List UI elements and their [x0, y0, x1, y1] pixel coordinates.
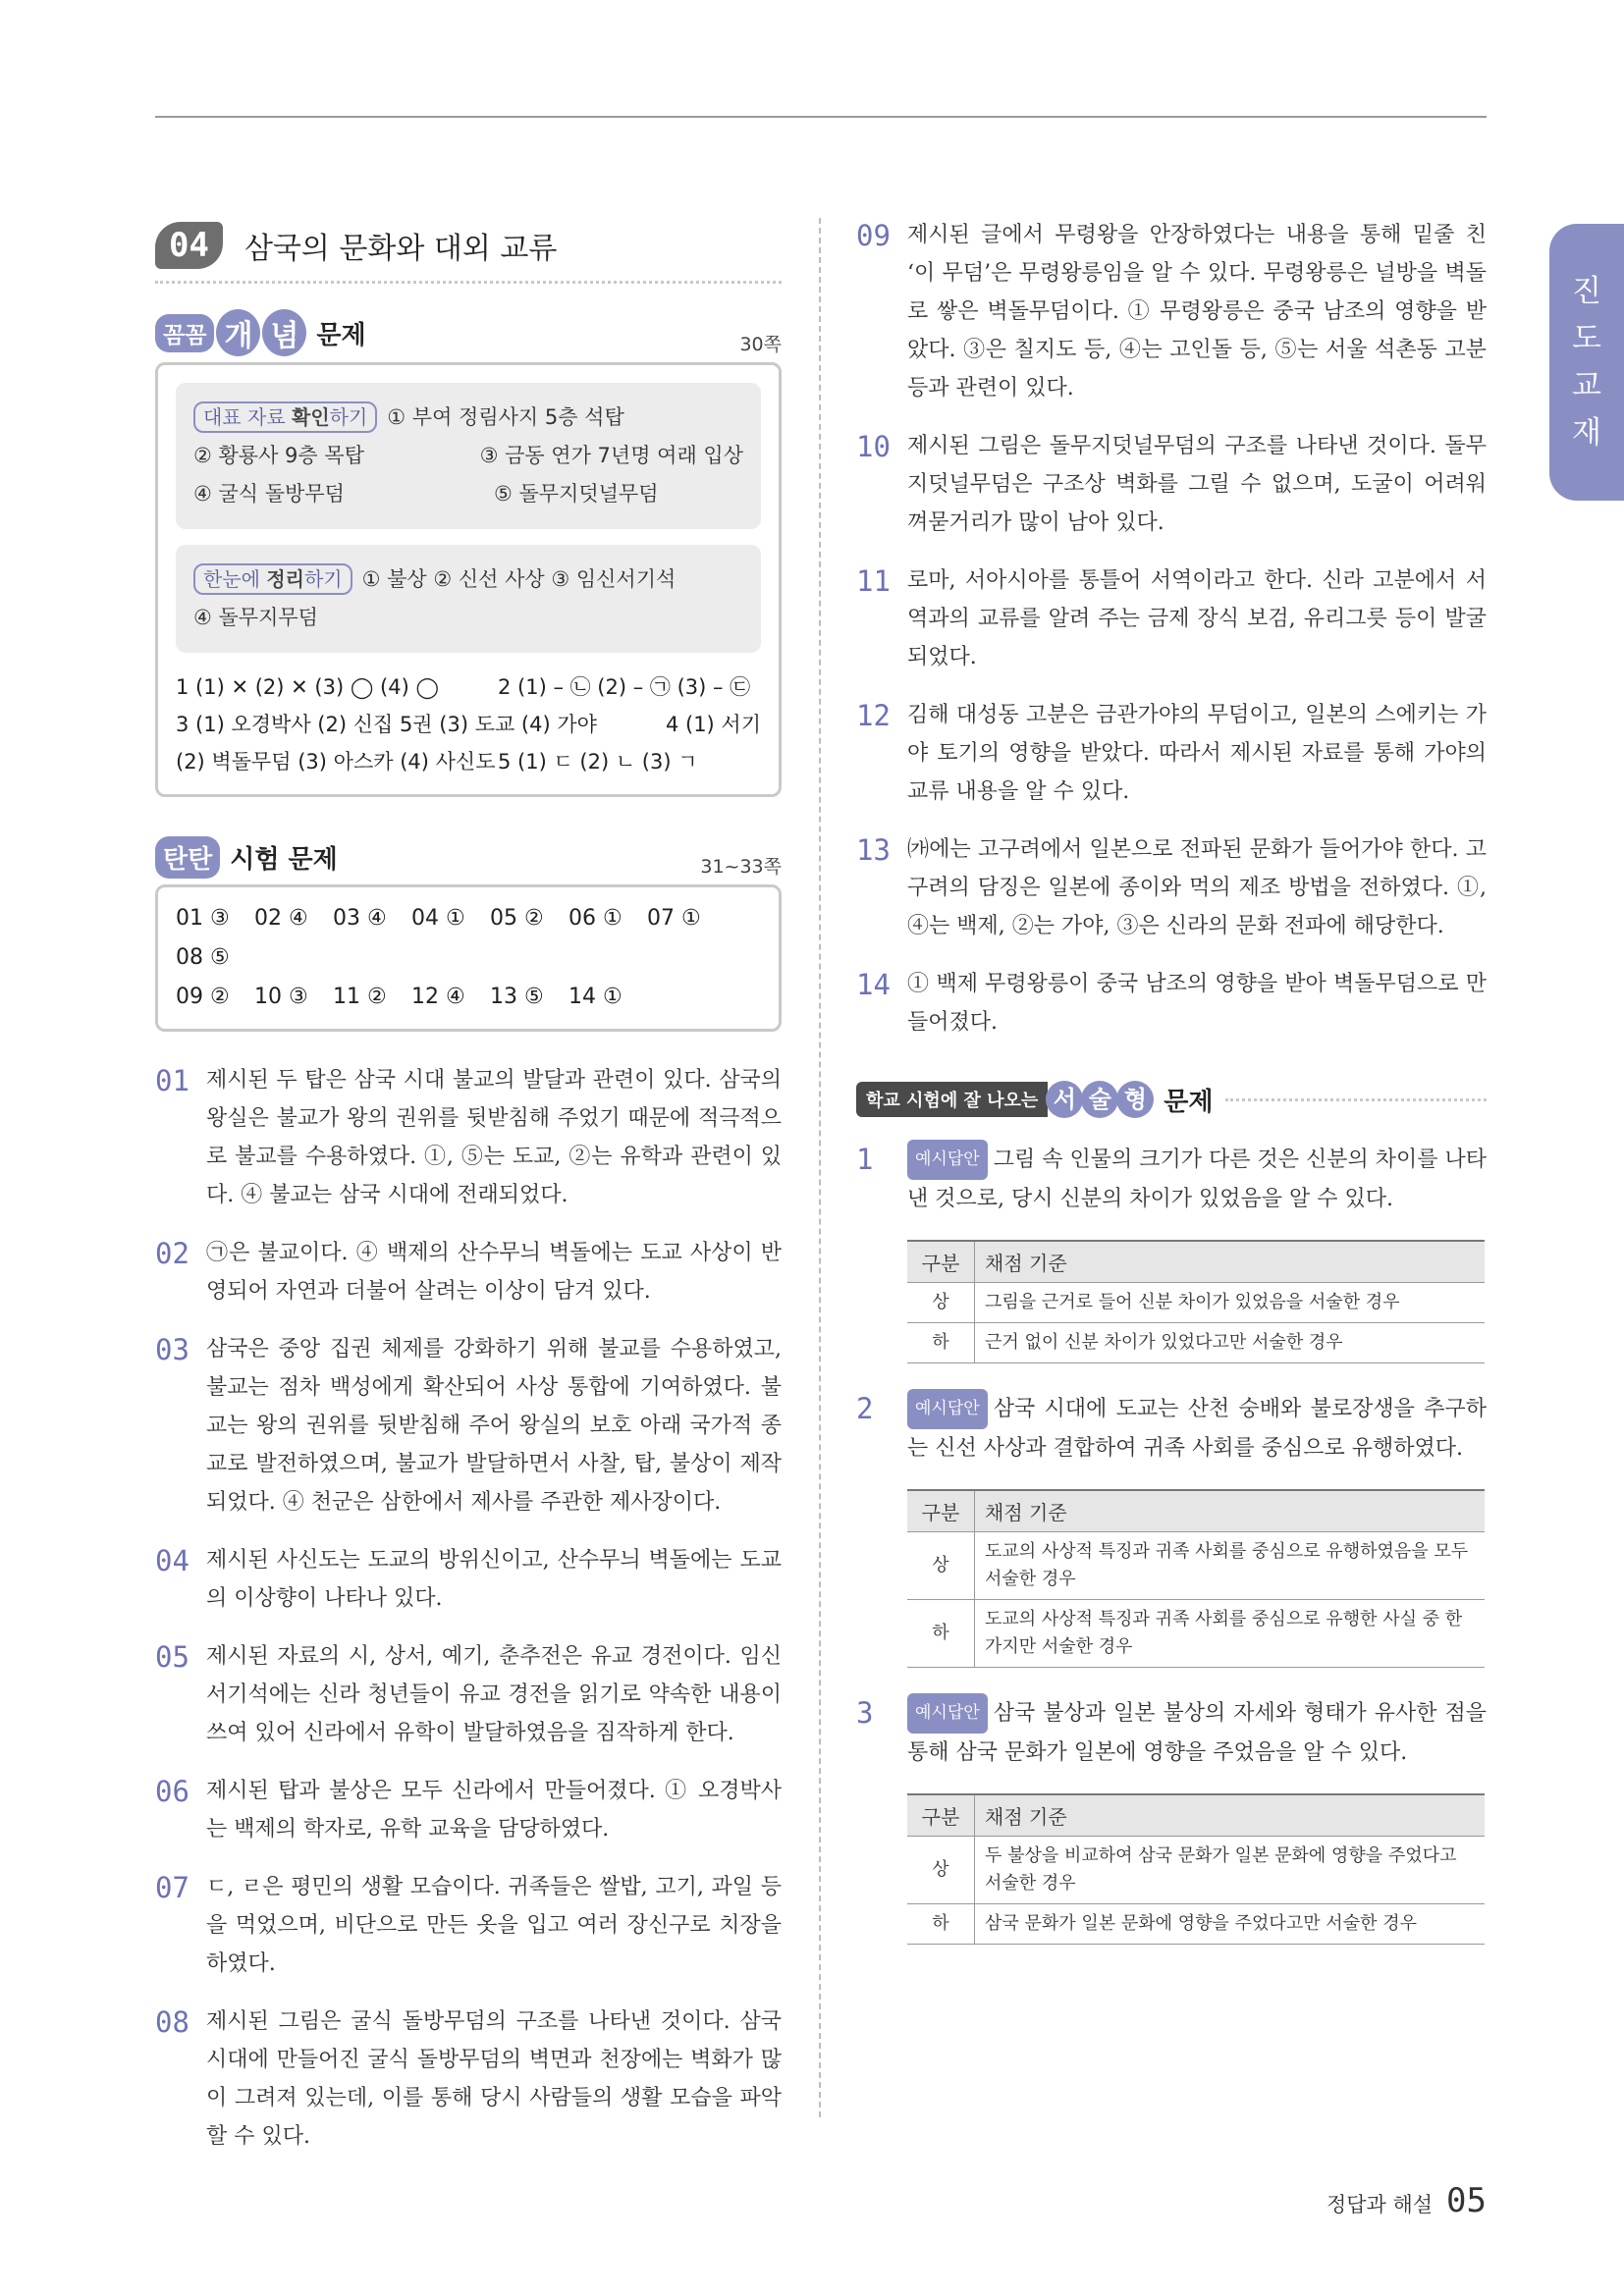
side-tab-char: 도 [1572, 321, 1601, 356]
explanation-item [155, 1772, 782, 1848]
concept-answers [176, 668, 761, 780]
explanation-text: 제시된 그림은 굴식 돌방무덤의 구조를 나타낸 것이다. 삼국 시대에 만들어진 굴식 돌방무덤의 벽면과 천장에는 벽화가 많이 그려져 있는데, 이를 통해 당시 사람들의 생활 모습을 파악할 수 있다. [206, 2009, 782, 2149]
data-line: ① 부여 정림사지 5층 석탑 [387, 405, 624, 429]
section-number: 04 [155, 222, 223, 269]
essay-item [856, 1693, 1487, 1772]
left-explanations [155, 1061, 782, 2156]
exam-answer: 04 ① [411, 906, 465, 931]
column-divider [819, 218, 821, 2117]
page-number: 05 [1446, 2181, 1487, 2220]
concept-label: 문제 [316, 320, 366, 350]
exam-answer: 12 ④ [411, 985, 465, 1009]
grading-col-level: 구분 [907, 1241, 975, 1283]
explanation-text: 삼국은 중앙 집권 체제를 강화하기 위해 불교를 수용하였고, 불교는 점차 백성에게 확산되어 사상 통합에 기여하였다. 불교는 왕의 권위를 뒷받침해 주어 왕실의 보호 아래 국가적 종교로 발전하였으며, 불교가 발달하면서 사찰, 탑, 불상이 제작되었다. ④ 천군은 삼한에서 제사를 주관한 제사장이다. [206, 1337, 782, 1515]
side-tab-char: 재 [1572, 415, 1601, 451]
question-number: 08 [155, 2005, 189, 2039]
grading-level: 상 [907, 1837, 975, 1904]
essay-answer-text: 삼국 시대에 도교는 산천 숭배와 불로장생을 추구하는 신선 사상과 결합하여 귀족 사회를 중심으로 유행하였다. [907, 1397, 1487, 1461]
essay-header [856, 1081, 1487, 1118]
essay-char: 서 [1046, 1081, 1083, 1118]
exam-answer: 05 ② [490, 906, 544, 931]
table-row [907, 1283, 1485, 1323]
explanation-text: 제시된 탑과 불상은 모두 신라에서 만들어졌다. ① 오경박사는 백제의 학자로, 유학 교육을 담당하였다. [206, 1779, 782, 1842]
question-number: 02 [155, 1237, 189, 1270]
answer-line: 4 (1) 서기 [665, 713, 761, 736]
summary-line: ④ 돌무지무덤 [193, 606, 318, 629]
essay-item [856, 1389, 1487, 1468]
explanation-text: 제시된 자료의 시, 상서, 예기, 춘추전은 유교 경전이다. 임신서기석에는 신라 청년들이 유교 경전을 읽기로 약속한 내용이 쓰여 있어 신라에서 유학이 발달하였음을 짐작하게 한다. [206, 1644, 782, 1745]
question-number: 07 [155, 1871, 189, 1904]
explanation-item [155, 2002, 782, 2156]
question-number: 13 [856, 833, 891, 867]
question-number: 05 [155, 1640, 189, 1674]
explanation-item [155, 1637, 782, 1752]
grading-col-level: 구분 [907, 1794, 975, 1837]
concept-badge-char: 개 [216, 309, 260, 356]
grading-level: 하 [907, 1904, 975, 1945]
page-footer [1326, 2181, 1487, 2220]
question-number: 01 [155, 1064, 189, 1097]
grading-table [907, 1793, 1485, 1945]
table-row [907, 1600, 1485, 1668]
data-check-chip: 대표 자료 확인하기 [193, 401, 377, 433]
essay-item [856, 1140, 1487, 1218]
essay-label: 문제 [1164, 1087, 1214, 1117]
summary-chip: 한눈에 정리하기 [193, 563, 352, 595]
exam-answer: 11 ② [333, 985, 387, 1009]
exam-answer-box [155, 884, 782, 1032]
explanation-item [856, 561, 1487, 676]
summary-panel [176, 545, 761, 653]
exam-header [155, 836, 782, 879]
grading-level: 하 [907, 1600, 975, 1668]
answer-line: 5 (1) ㄷ (2) ㄴ (3) ㄱ [498, 750, 698, 774]
grading-criteria: 근거 없이 신분 차이가 있었다고만 서술한 경우 [975, 1323, 1486, 1363]
essay-pre-label: 학교 시험에 잘 나오는 [856, 1082, 1048, 1117]
table-row [907, 1323, 1485, 1363]
concept-box [155, 362, 782, 797]
right-column [856, 216, 1487, 1970]
grading-criteria: 도교의 사상적 특징과 귀족 사회를 중심으로 유행하였음을 모두 서술한 경우 [975, 1532, 1486, 1600]
grading-table [907, 1489, 1485, 1668]
explanation-item [155, 1868, 782, 1983]
concept-badge-char: 념 [262, 309, 306, 356]
exam-answer: 14 ① [568, 985, 623, 1009]
essay-answer-text: 삼국 불상과 일본 불상의 자세와 형태가 유사한 점을 통해 삼국 문화가 일본에 영향을 주었음을 알 수 있다. [907, 1701, 1487, 1765]
question-number: 12 [856, 699, 891, 732]
explanation-text: 김해 대성동 고분은 금관가야의 무덤이고, 일본의 스에키는 가야 토기의 영향을 받았다. 따라서 제시된 자료를 통해 가야의 교류 내용을 알 수 있다. [907, 703, 1487, 804]
exam-answer: 01 ③ [176, 906, 230, 931]
section-title: 삼국의 문화와 대외 교류 [244, 232, 558, 266]
exam-label: 시험 문제 [230, 845, 338, 875]
grading-criteria: 그림을 근거로 들어 신분 차이가 있었음을 서술한 경우 [975, 1283, 1486, 1323]
explanation-text: 로마, 서아시아를 통틀어 서역이라고 한다. 신라 고분에서 서역과의 교류를 알려 주는 금제 장식 보검, 유리그릇 등이 발굴되었다. [907, 568, 1487, 669]
data-line: ② 황룡사 9층 목탑 [193, 444, 364, 467]
explanation-text: ① 백제 무령왕릉이 중국 남조의 영향을 받아 벽돌무덤으로 만들어졌다. [907, 972, 1487, 1035]
explanation-item [856, 216, 1487, 407]
data-line: ④ 굴식 돌방무덤 [193, 482, 345, 506]
explanation-text: ㈎에는 고구려에서 일본으로 전파된 문화가 들어가야 한다. 고구려의 담징은 일본에 종이와 먹의 제조 방법을 전하였다. ①, ④는 백제, ②는 가야, ③은 신라의 문화 전파에 해당한다. [907, 837, 1487, 938]
top-rule [155, 116, 1487, 118]
answer-line: 3 (1) 오경박사 (2) 신집 5권 (3) 도교 (4) 가야 [176, 713, 597, 736]
essay-number: 3 [856, 1696, 874, 1730]
exam-answer: 03 ④ [333, 906, 387, 931]
concept-badge: 꼼꼼 [155, 314, 214, 352]
explanation-item [155, 1234, 782, 1310]
side-tab-char: 교 [1572, 368, 1601, 403]
essay-number: 2 [856, 1392, 874, 1425]
exam-answer: 02 ④ [254, 906, 308, 931]
concept-header [155, 309, 782, 356]
example-answer-badge: 예시답안 [907, 1693, 988, 1734]
essay-dots [1225, 1097, 1487, 1101]
grading-col-level: 구분 [907, 1490, 975, 1532]
question-number: 04 [155, 1544, 189, 1577]
grading-level: 하 [907, 1323, 975, 1363]
example-answer-badge: 예시답안 [907, 1140, 988, 1180]
grading-col-criteria: 채점 기준 [975, 1241, 1486, 1283]
data-line: ⑤ 돌무지덧널무덤 [494, 482, 659, 506]
grading-col-criteria: 채점 기준 [975, 1794, 1486, 1837]
table-row [907, 1532, 1485, 1600]
concept-page-ref: 30쪽 [739, 334, 782, 355]
answer-line: (2) 벽돌무덤 (3) 아스카 (4) 사신도 [176, 750, 496, 774]
table-row [907, 1837, 1485, 1904]
example-answer-badge: 예시답안 [907, 1389, 988, 1429]
question-number: 11 [856, 564, 891, 598]
explanation-text: 제시된 사신도는 도교의 방위신이고, 산수무늬 벽돌에는 도교의 이상향이 나타나 있다. [206, 1548, 782, 1611]
grading-criteria: 도교의 사상적 특징과 귀족 사회를 중심으로 유행한 사실 중 한 가지만 서술한 경우 [975, 1600, 1486, 1668]
grading-col-criteria: 채점 기준 [975, 1490, 1486, 1532]
exam-answer: 09 ② [176, 985, 230, 1009]
section-header [155, 216, 782, 284]
explanation-item [856, 696, 1487, 811]
essay-char: 술 [1081, 1081, 1118, 1118]
table-row [907, 1904, 1485, 1945]
grading-table [907, 1240, 1485, 1363]
exam-answer: 07 ① [647, 906, 701, 931]
answer-line: 2 (1) – ㉡ (2) – ㉠ (3) – ㉢ [498, 675, 751, 699]
exam-answer: 06 ① [568, 906, 623, 931]
question-number: 03 [155, 1333, 189, 1366]
question-number: 06 [155, 1775, 189, 1808]
exam-page-ref: 31~33쪽 [700, 856, 782, 878]
explanation-text: ㄷ, ㄹ은 평민의 생활 모습이다. 귀족들은 쌀밥, 고기, 과일 등을 먹었으며, 비단으로 만든 옷을 입고 여러 장신구로 치장을 하였다. [206, 1875, 782, 1976]
data-check-panel [176, 383, 761, 529]
explanation-text: 제시된 글에서 무령왕을 안장하였다는 내용을 통해 밑줄 친 ‘이 무덤’은 무령왕릉임을 알 수 있다. 무령왕릉은 널방을 벽돌로 쌓은 벽돌무덤이다. ① 무령왕릉은 중국 남조의 영향을 받았다. ③은 칠지도 등, ④는 고인돌 등, ⑤는 서울 석촌동 고분 등과 관련이 있다. [907, 223, 1487, 400]
summary-line: ① 불상 ② 신선 사상 ③ 임신서기석 [361, 567, 677, 591]
explanation-item [155, 1061, 782, 1214]
essay-answer-text: 그림 속 인물의 크기가 다른 것은 신분의 차이를 나타낸 것으로, 당시 신분의 차이가 있었음을 알 수 있다. [907, 1148, 1487, 1211]
left-column [155, 216, 782, 2175]
footer-label: 정답과 해설 [1326, 2193, 1434, 2216]
answer-line: 1 (1) ✕ (2) ✕ (3) ◯ (4) ◯ [176, 675, 439, 699]
explanation-text: 제시된 그림은 돌무지덧널무덤의 구조를 나타낸 것이다. 돌무지덧널무덤은 구조상 벽화를 그릴 수 없으며, 도굴이 어려워 껴묻거리가 많이 남아 있다. [907, 434, 1487, 535]
exam-answer: 10 ③ [254, 985, 308, 1009]
exam-answer: 08 ⑤ [176, 945, 230, 970]
explanation-text: 제시된 두 탑은 삼국 시대 불교의 발달과 관련이 있다. 삼국의 왕실은 불교가 왕의 권위를 뒷받침해 주었기 때문에 적극적으로 불교를 수용하였다. ①, ⑤는 도교, ②는 유학과 관련이 있다. ④ 불교는 삼국 시대에 전래되었다. [206, 1068, 782, 1207]
explanation-item [155, 1541, 782, 1618]
question-number: 10 [856, 430, 891, 463]
explanation-item [856, 427, 1487, 542]
grading-criteria: 두 불상을 비교하여 삼국 문화가 일본 문화에 영향을 주었다고 서술한 경우 [975, 1837, 1486, 1904]
essay-number: 1 [856, 1143, 874, 1176]
grading-criteria: 삼국 문화가 일본 문화에 영향을 주었다고만 서술한 경우 [975, 1904, 1486, 1945]
data-line: ③ 금동 연가 7년명 여래 입상 [479, 444, 743, 467]
side-tab [1549, 224, 1624, 501]
explanation-text: ㉠은 불교이다. ④ 백제의 산수무늬 벽돌에는 도교 사상이 반영되어 자연과 더불어 살려는 이상이 담겨 있다. [206, 1241, 782, 1304]
explanation-item [155, 1330, 782, 1522]
side-tab-char: 진 [1572, 274, 1601, 309]
question-number: 09 [856, 219, 891, 252]
explanation-item [856, 965, 1487, 1041]
grading-level: 상 [907, 1283, 975, 1323]
explanation-item [856, 830, 1487, 945]
grading-level: 상 [907, 1532, 975, 1600]
exam-answer: 13 ⑤ [490, 985, 544, 1009]
exam-badge: 탄탄 [155, 836, 220, 879]
essay-char: 형 [1116, 1081, 1154, 1118]
question-number: 14 [856, 968, 891, 1001]
